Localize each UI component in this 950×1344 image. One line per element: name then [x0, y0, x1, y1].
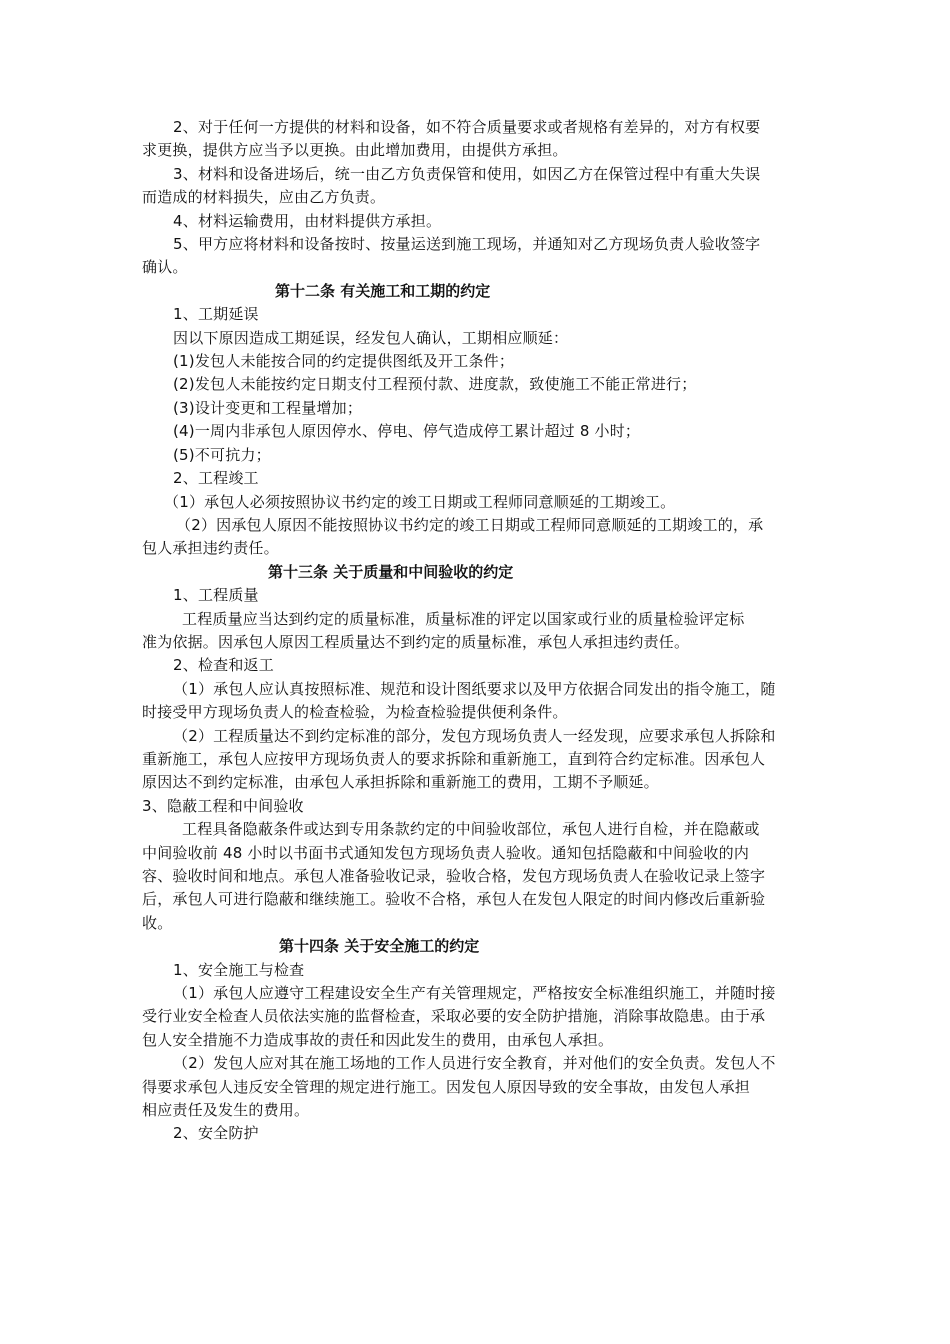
text-line: 包人安全措施不力造成事故的责任和因此发生的费用，由承包人承担。 — [142, 1030, 614, 1049]
text-line: 4、材料运输费用，由材料提供方承担。 — [173, 211, 442, 230]
text-line: 收。 — [142, 913, 173, 932]
text-line: 2、检查和返工 — [173, 656, 274, 675]
text-line: 中间验收前 48 小时以书面书式通知发包方现场负责人验收。通知包括隐蔽和中间验收的内 — [142, 843, 750, 862]
text-line: 确认。 — [142, 258, 188, 277]
text-line: 1、安全施工与检查 — [173, 960, 305, 979]
text-line: 工程具备隐蔽条件或达到专用条款约定的中间验收部位，承包人进行自检，并在隐蔽或 — [182, 820, 760, 839]
text-line: (4)一周内非承包人原因停水、停电、停气造成停工累计超过 8 小时； — [173, 422, 641, 441]
text-line: 2、安全防护 — [173, 1124, 259, 1143]
text-line: 重新施工，承包人应按甲方现场负责人的要求拆除和重新施工，直到符合约定标准。因承包人 — [142, 749, 766, 768]
text-line: 包人承担违约责任。 — [142, 539, 279, 558]
document-body — [142, 116, 810, 1146]
text-line: （2）发包人应对其在施工场地的工作人员进行安全教育，并对他们的安全负责。发包人不 — [173, 1054, 776, 1073]
text-line: 后，承包人可进行隐蔽和继续施工。验收不合格，承包人在发包人限定的时间内修改后重新验 — [142, 890, 766, 909]
text-line: 3、材料和设备进场后，统一由乙方负责保管和使用，如因乙方在保管过程中有重大失误 — [173, 164, 761, 183]
text-line: （1）承包人必须按照协议书约定的竣工日期或工程师同意顺延的工期竣工。 — [164, 492, 676, 511]
text-line: 相应责任及发生的费用。 — [142, 1101, 310, 1120]
text-line: 而造成的材料损失，应由乙方负责。 — [142, 188, 386, 207]
text-line: （1）承包人应遵守工程建设安全生产有关管理规定，严格按安全标准组织施工，并随时接 — [173, 984, 776, 1003]
text-line: (5)不可抗力； — [173, 445, 271, 464]
text-line: 5、甲方应将材料和设备按时、按量运送到施工现场，并通知对乙方现场负责人验收签字 — [173, 235, 761, 254]
text-line: 3、隐蔽工程和中间验收 — [142, 796, 304, 815]
text-line: 2、工程竣工 — [173, 469, 259, 488]
section-heading: 第十四条 关于安全施工的约定 — [279, 937, 480, 956]
text-line: 因以下原因造成工期延误，经发包人确认，工期相应顺延： — [173, 328, 569, 347]
text-line: (2)发包人未能按约定日期支付工程预付款、进度款，致使施工不能正常进行； — [173, 375, 697, 394]
text-line: 时接受甲方现场负责人的检查检验，为检查检验提供便利条件。 — [142, 703, 568, 722]
text-line: （2）工程质量达不到约定标准的部分，发包方现场负责人一经发现，应要求承包人拆除和 — [173, 726, 776, 745]
text-line: 工程质量应当达到约定的质量标准，质量标准的评定以国家或行业的质量检验评定标 — [182, 609, 745, 628]
text-line: 得要求承包人违反安全管理的规定进行施工。因发包人原因导致的安全事故，由发包人承担 — [142, 1077, 751, 1096]
text-line: 1、工期延误 — [173, 305, 259, 324]
text-line: 容、验收时间和地点。承包人准备验收记录，验收合格，发包方现场负责人在验收记录上签字 — [142, 867, 766, 885]
text-line: 原因达不到约定标准，由承包人承担拆除和重新施工的费用，工期不予顺延。 — [142, 773, 659, 792]
text-line: （2）因承包人原因不能按照协议书约定的竣工日期或工程师同意顺延的工期竣工的，承 — [176, 515, 764, 534]
text-line: 1、工程质量 — [173, 586, 259, 605]
text-line: 受行业安全检查人员依法实施的监督检查，采取必要的安全防护措施，消除事故隐患。由于承 — [142, 1007, 766, 1026]
text-line: (3)设计变更和工程量增加； — [173, 398, 363, 417]
text-line: （1）承包人应认真按照标准、规范和设计图纸要求以及甲方依据合同发出的指令施工，随 — [173, 679, 776, 698]
text-line: 求更换，提供方应当予以更换。由此增加费用，由提供方承担。 — [142, 141, 568, 160]
text-line: 2、对于任何一方提供的材料和设备，如不符合质量要求或者规格有差异的，对方有权要 — [173, 118, 761, 136]
text-line: 准为依据。因承包人原因工程质量达不到约定的质量标准，承包人承担违约责任。 — [142, 632, 690, 651]
text-line: (1)发包人未能按合同的约定提供图纸及开工条件； — [173, 352, 515, 371]
section-heading: 第十二条 有关施工和工期的约定 — [275, 281, 491, 300]
section-heading: 第十三条 关于质量和中间验收的约定 — [268, 562, 514, 581]
